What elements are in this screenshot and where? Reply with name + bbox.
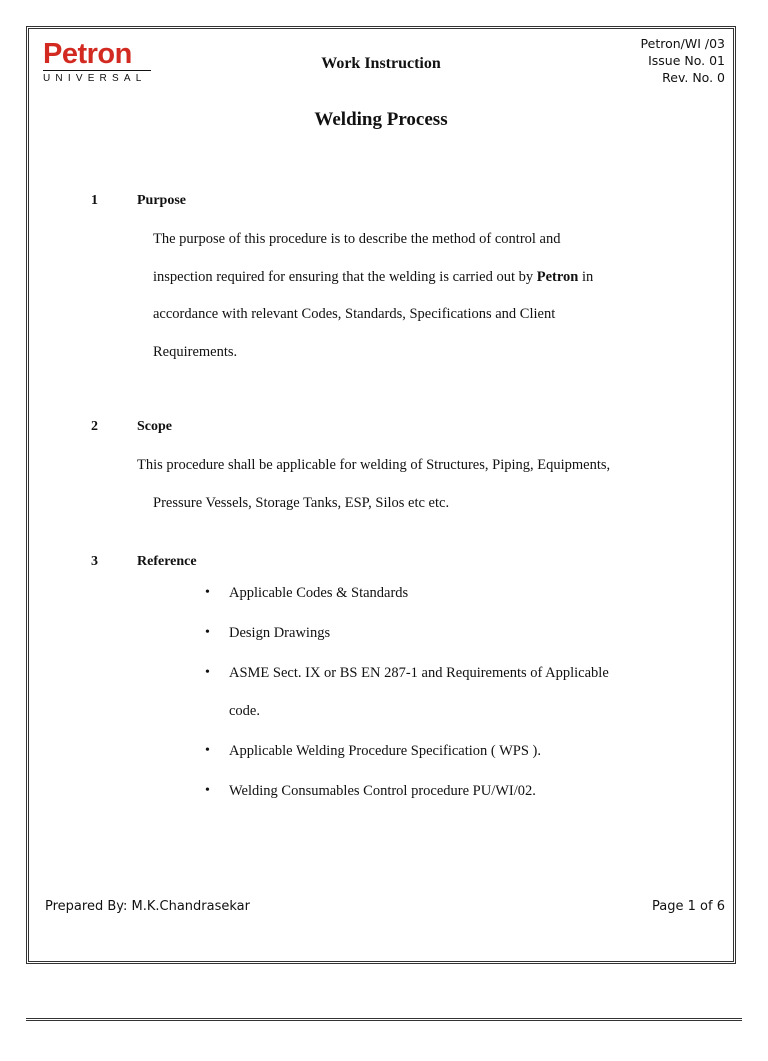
scope-paragraph [137, 447, 610, 522]
section-number: 2 [91, 419, 98, 434]
bullet-icon: • [205, 625, 210, 640]
document-reference: Petron/WI /03 [640, 36, 725, 51]
paragraph-line: Pressure Vessels, Storage Tanks, ESP, Silos etc etc. [153, 494, 450, 511]
document-meta [641, 35, 725, 86]
document-type: Work Instruction [321, 55, 441, 72]
bullet-icon: • [205, 743, 210, 758]
purpose-paragraph [153, 221, 593, 371]
paragraph-line: inspection required for ensuring that the welding is carried out by Petron in [153, 268, 594, 285]
logo-subtitle: UNIVERSAL [43, 70, 151, 85]
section-heading: Scope [137, 419, 172, 434]
prepared-by: Prepared By: M.K.Chandrasekar [45, 899, 250, 914]
issue-number: Issue No. 01 [648, 53, 725, 68]
list-item: • Applicable Welding Procedure Specification ( WPS ). [205, 743, 541, 759]
paragraph-line: The purpose of this procedure is to describe the method of control and [153, 231, 561, 247]
section-number: 3 [91, 554, 98, 569]
paragraph-line: Requirements. [153, 343, 238, 360]
bullet-icon: • [205, 585, 210, 600]
section-heading: Purpose [137, 193, 186, 208]
list-item: • ASME Sect. IX or BS EN 287-1 and Requirements of Applicable [205, 665, 609, 681]
list-item: • Welding Consumables Control procedure PU/WI/02. [205, 783, 536, 799]
list-item: • Applicable Codes & Standards [205, 585, 409, 601]
paragraph-line: accordance with relevant Codes, Standards, Specifications and Client [153, 306, 556, 322]
logo-wordmark: Petron [43, 38, 132, 70]
revision-number: Rev. No. 0 [662, 70, 725, 85]
petron-bold-text: Petron [536, 268, 579, 285]
page-number: Page 1 of 6 [652, 899, 725, 914]
page-title: Welding Process [314, 109, 448, 130]
bullet-icon: • [205, 783, 210, 798]
list-item: • Design Drawings [205, 625, 331, 641]
next-page-edge [26, 1018, 742, 1061]
list-item-continuation: code. [229, 703, 260, 719]
reference-list [205, 585, 609, 823]
section-heading: Reference [137, 554, 197, 569]
bullet-icon: • [205, 665, 210, 680]
section-number: 1 [91, 193, 98, 208]
paragraph-line: This procedure shall be applicable for welding of Structures, Piping, Equipments, [137, 457, 611, 473]
document-page [26, 26, 736, 964]
